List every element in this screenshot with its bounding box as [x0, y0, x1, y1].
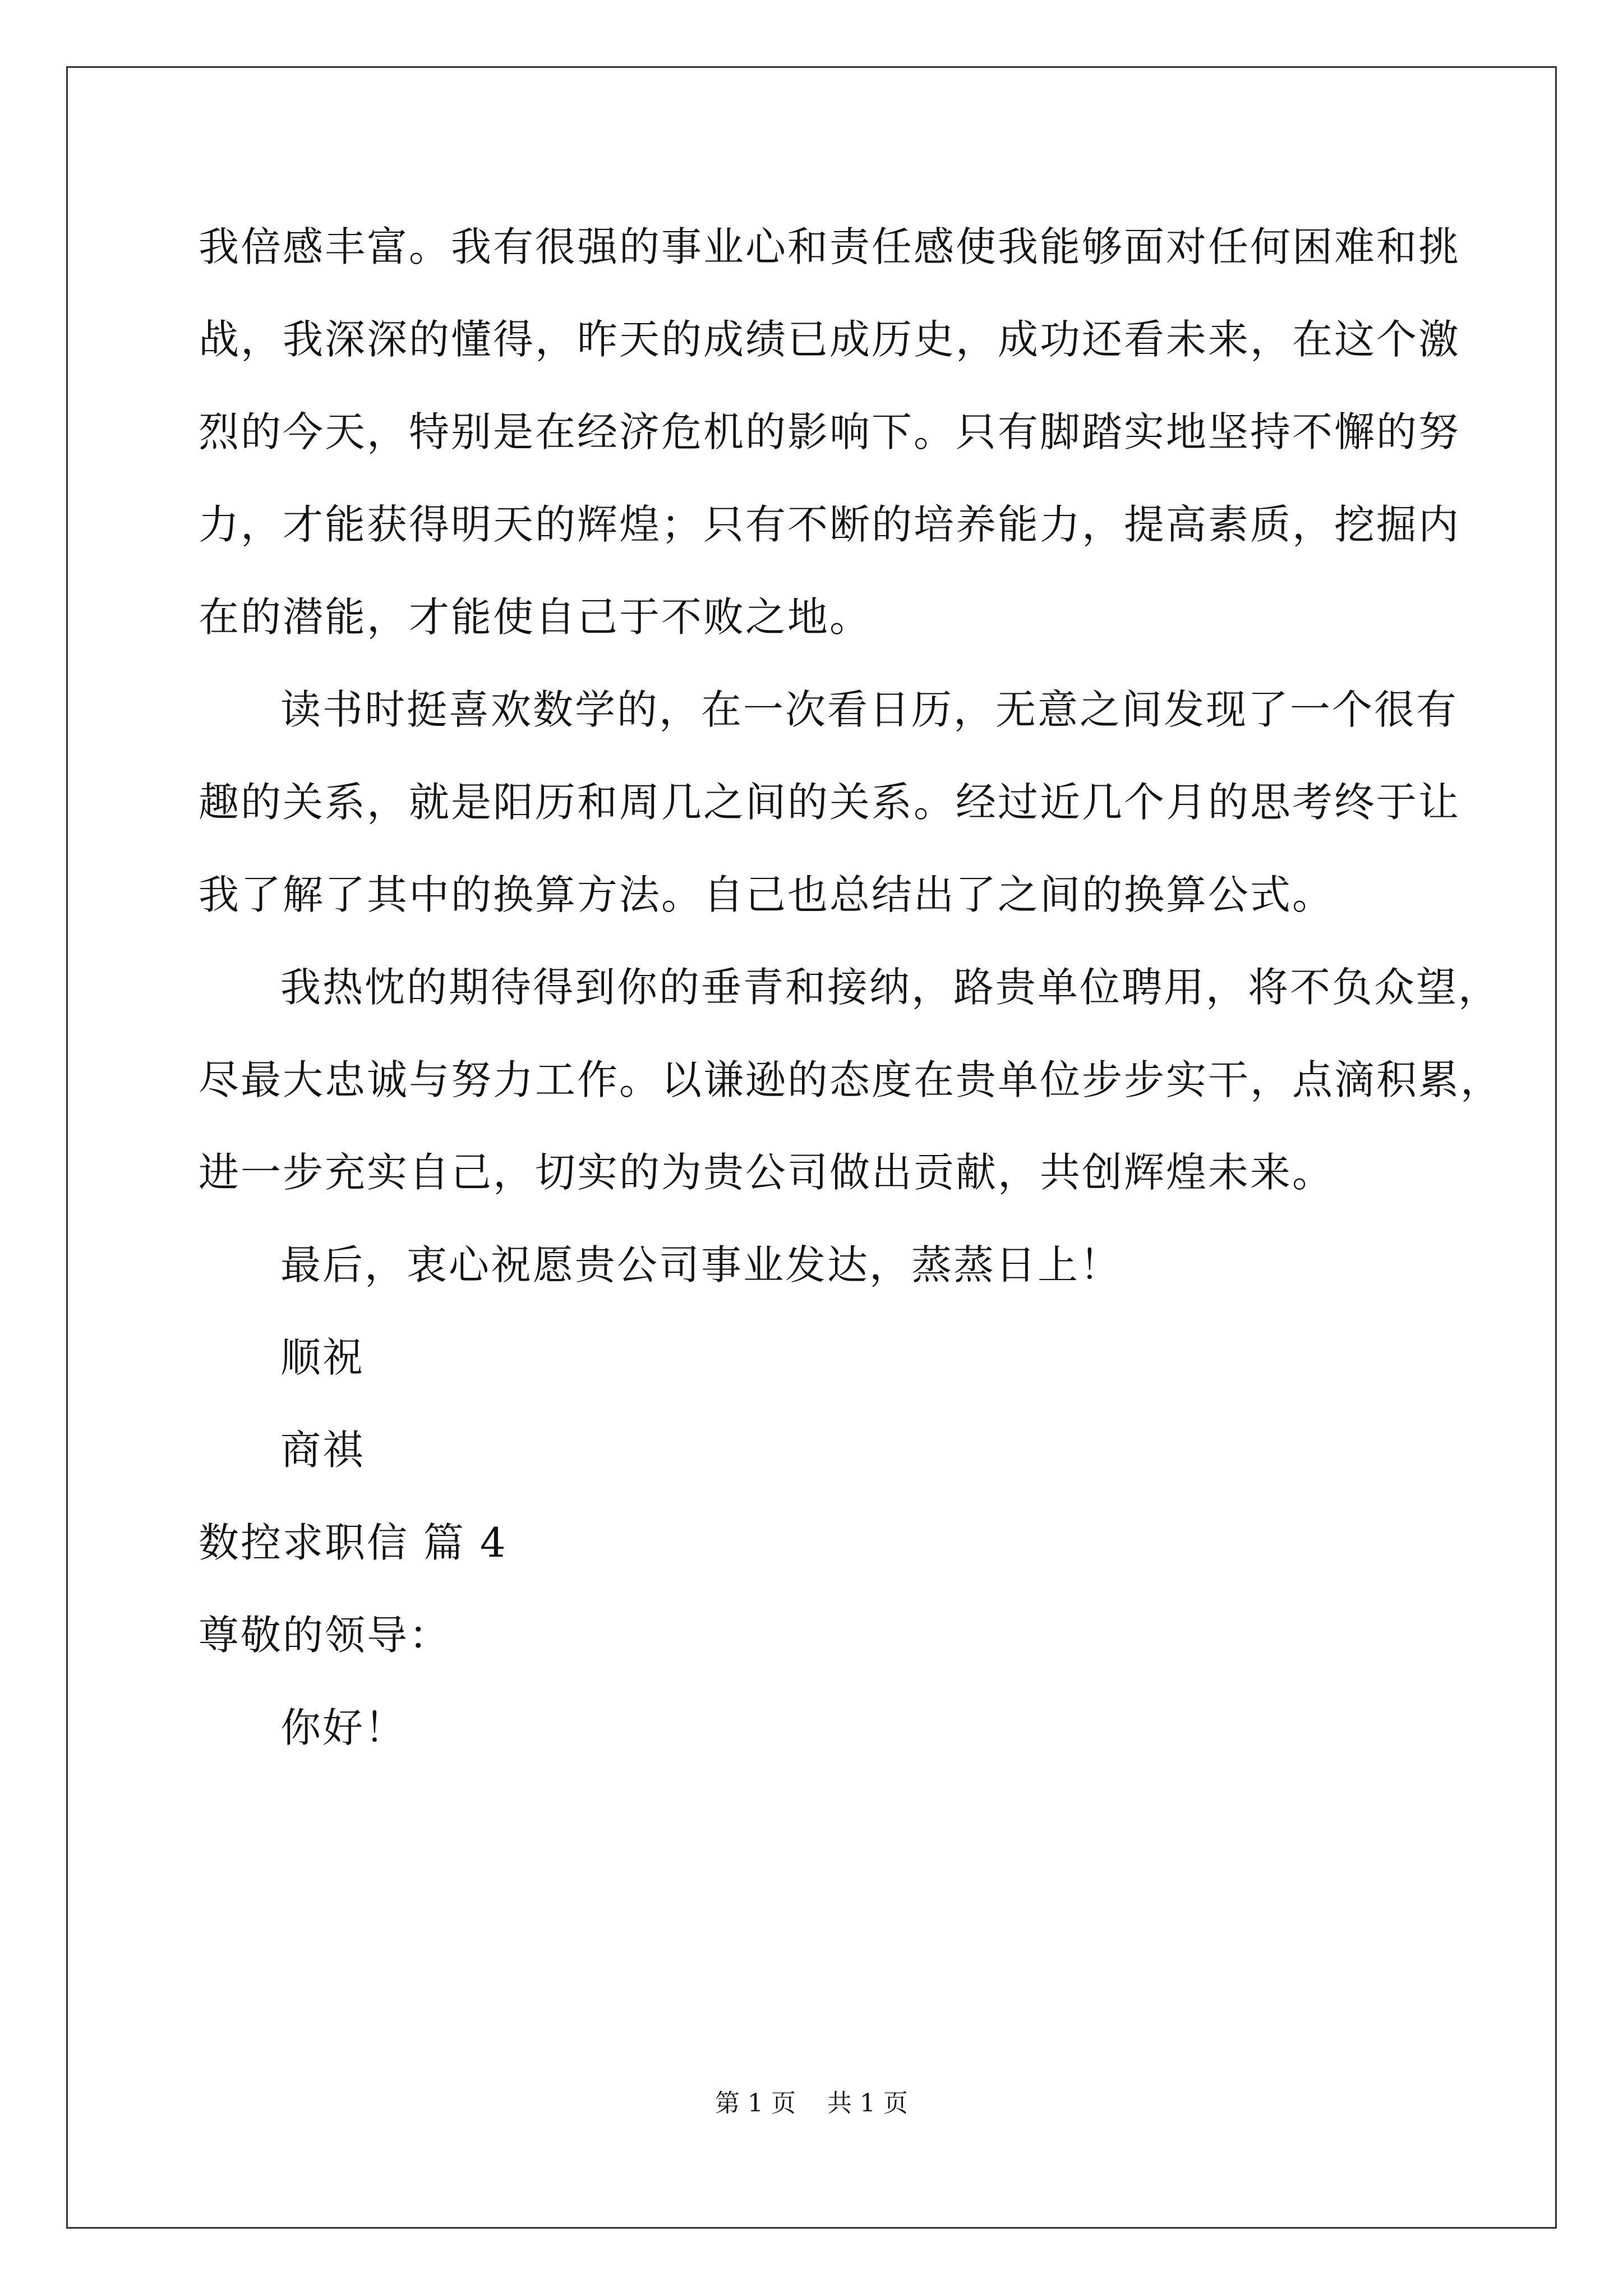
page-footer	[0, 2087, 1623, 2120]
body-line-12: 最后，衷心祝愿贵公司事业发达，蒸蒸日上！	[280, 1241, 1122, 1289]
page-number-current: 第 1 页	[715, 2089, 796, 2118]
body-line-8: 我了解了其中的换算方法。自己也总结出了之间的换算公式。	[199, 871, 1335, 918]
page-number-total: 共 1 页	[827, 2089, 908, 2118]
body-line-4: 力，才能获得明天的辉煌；只有不断的培养能力，提高素质，挖掘内	[199, 501, 1461, 548]
closing-line-1: 顺祝	[280, 1334, 365, 1381]
body-line-6: 读书时挺喜欢数学的，在一次看日历，无意之间发现了一个很有	[280, 686, 1459, 733]
body-line-3: 烈的今天，特别是在经济危机的影响下。只有脚踏实地坚持不懈的努	[199, 408, 1461, 455]
closing-line-2: 商祺	[280, 1427, 365, 1474]
body-line-5: 在的潜能，才能使自己于不败之地。	[199, 593, 872, 641]
body-line-11: 进一步充实自己，切实的为贵公司做出贡献，共创辉煌未来。	[199, 1149, 1335, 1196]
section-heading: 数控求职信 篇 4	[199, 1519, 508, 1566]
salutation: 尊敬的领导：	[199, 1612, 451, 1659]
greeting: 你好！	[280, 1704, 407, 1751]
body-line-7: 趣的关系，就是阳历和周几之间的关系。经过近几个月的思考终于让	[199, 779, 1461, 826]
body-line-10: 尽最大忠诚与努力工作。以谦逊的态度在贵单位步步实干，点滴积累，	[199, 1056, 1503, 1103]
body-line-9: 我热忱的期待得到你的垂青和接纳，路贵单位聘用，将不负众望，	[280, 964, 1501, 1011]
body-line-2: 战，我深深的懂得，昨天的成绩已成历史，成功还看未来，在这个激	[199, 316, 1461, 363]
body-line-1: 我倍感丰富。我有很强的事业心和责任感使我能够面对任何困难和挑	[199, 223, 1461, 270]
